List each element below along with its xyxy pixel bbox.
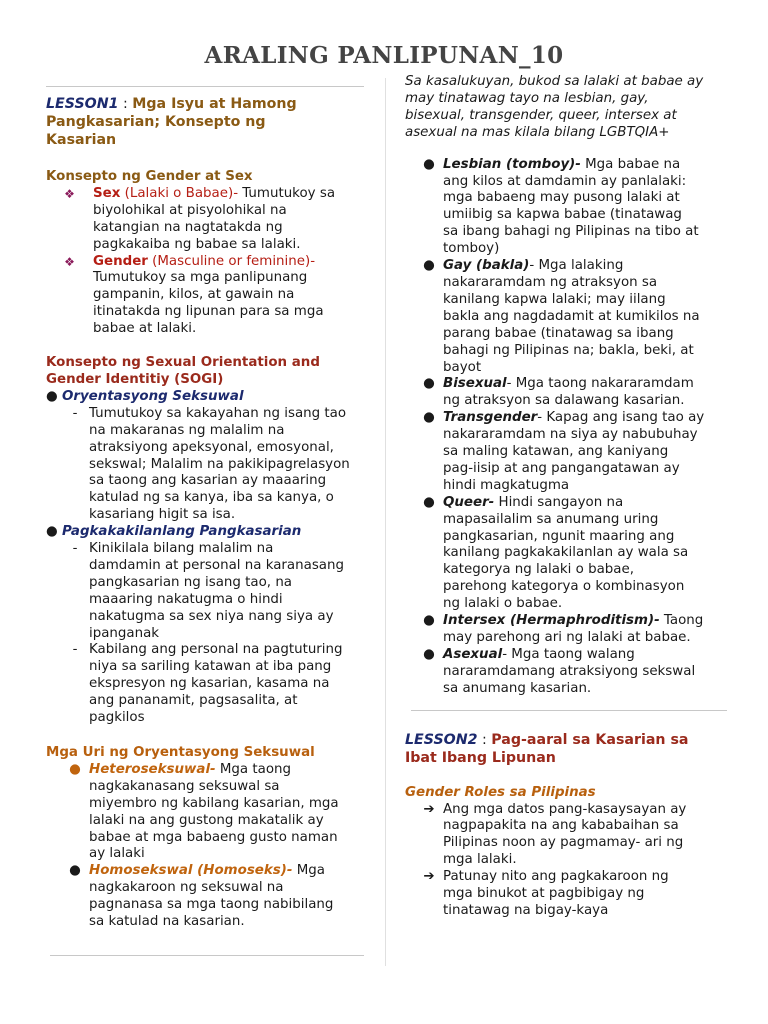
list-item-hetero: ● Heteroseksuwal- Mga taong nagkakanasang seksuwal sa miyembro ng kabilang kasarian, mga lalaki na ang gustong makatalik ay babae at mga babaeng gusto naman ay lalaki bbox=[69, 761, 339, 862]
arrow-right-icon: ➔ bbox=[423, 801, 435, 817]
list-item-pagkakakilanlan-b: - Kabilang ang personal na pagtuturing niya sa sariling katawan at iba pang ekspresyon ng kasarian, kasama na ang pananamit, pagsasalita, at pagkilos bbox=[72, 642, 343, 726]
bullet-icon: ● bbox=[423, 376, 435, 392]
gender-roles-heading: Gender Roles sa Pilipinas bbox=[405, 784, 596, 800]
list-item: ● Asexual- Mga taong walang nararamdamang atraksiyong sekswal sa anumang kasarian. bbox=[405, 647, 727, 698]
term: Queer- bbox=[443, 494, 495, 510]
sogi-pagkakakilanlan-title: ● Pagkakakilanlang Pangkasarian bbox=[46, 524, 302, 540]
lesson2-list bbox=[405, 802, 727, 920]
list-item-homo: ● Homosekswal (Homoseks)- Mga nagkakaroon ng seksuwal na pagnanasa sa mga taong nabibilang sa katulad na kasarian. bbox=[69, 863, 334, 930]
divider-bottom-left bbox=[50, 955, 364, 956]
list-item-sex: ❖ Sex (Lalaki o Babae)- Tumutukoy sa biyolohikal at pisyolohikal na katangian na nagtatakda ng pagkakaiba ng babae sa lalaki. bbox=[46, 186, 364, 254]
bullet-icon: ● bbox=[423, 613, 435, 629]
term: Asexual bbox=[443, 646, 503, 662]
list-item: ● Transgender- Kapag ang isang tao ay nakararamdam na siya ay nabubuhay sa maling katawan, ang kaniyang pag-iisip at ang pangangatawan ay hindi magkatugma bbox=[405, 410, 727, 495]
uri-heading: Mga Uri ng Oryentasyong Seksuwal bbox=[46, 745, 315, 760]
gender-sex-heading: Konsepto ng Gender at Sex bbox=[46, 169, 253, 184]
bullet-icon: ● bbox=[423, 410, 435, 426]
term: Gay (bakla) bbox=[443, 258, 530, 274]
term: Transgender bbox=[443, 410, 538, 426]
list-item: ● Gay (bakla)- Mga lalaking nakararamdam ng atraksyon sa kanilang kapwa lalaki; may iilang bakla ang nagdadamit at kumikilos na parang babae (tinatawag sa ibang bahagi ng Pilipinas na; bakla, beki, at bayot bbox=[405, 258, 727, 376]
diamond-bullet-icon: ❖ bbox=[64, 186, 75, 201]
term: Intersex (Hermaphroditism)- bbox=[443, 613, 660, 629]
list-item: ➔ Patunay nito ang pagkakaroon ng mga binukot at pagbibigay ng tinatawag na bigay-kaya bbox=[405, 869, 727, 920]
bullet-icon: ● bbox=[423, 494, 435, 510]
list-item-pagkakakilanlan-a: - Kinikilala bilang malalim na damdamin at personal na karanasang pangkasarian ng isang tao, na maaaring nakatugma o hindi nakatugma sa sex niya nang siya ay ipanganak bbox=[72, 541, 345, 641]
term: Bisexual bbox=[443, 376, 507, 392]
list-item: ● Intersex (Hermaphroditism)- Taong may parehong ari ng lalaki at babae. bbox=[405, 613, 727, 647]
lgbt-intro: Sa kasalukuyan, bukod sa lalaki at babae ay may tinatawag tayo na lesbian, gay, bisexual, transgender, queer, intersex at asexual na mas kilala bilang LGBTQIA+ bbox=[405, 74, 704, 140]
left-column bbox=[46, 86, 364, 956]
list-item-oryentasyon: - Tumutukoy sa kakayahan ng isang tao na makaranas ng malalim na atraksiyong apeksyonal, emosyonal, sekswal; Malalim na pakikipagrelasyon sa taong ang kasarian ay maaaring katulad ng sa kanya, iba sa kanya, o kasariang higit sa isa. bbox=[72, 405, 350, 523]
divider-top-left bbox=[46, 86, 364, 87]
diamond-bullet-icon: ❖ bbox=[64, 254, 75, 269]
lesson2-heading: LESSON2 : Pag-aaral sa Kasarian sa Ibat Ibang Lipunan bbox=[405, 731, 689, 766]
list-item: ● Bisexual- Mga taong nakararamdam ng atraksyon sa dalawang kasarian. bbox=[405, 376, 727, 410]
page-title: ARALING PANLIPUNAN_10 bbox=[204, 42, 564, 69]
bullet-icon: ● bbox=[423, 156, 435, 172]
column-divider bbox=[385, 78, 386, 966]
lgbt-list bbox=[405, 157, 727, 698]
list-item: ● Lesbian (tomboy)- Mga babae na ang kilos at damdamin ay panlalaki: mga babaeng may pusong lalaki at umiibig sa kapwa babae (tinatawag sa ibang bahagi ng Pilipinas na tibo at tomboy) bbox=[405, 157, 727, 258]
bullet-icon: ● bbox=[423, 258, 435, 274]
right-column bbox=[405, 74, 727, 920]
lesson1-heading: LESSON1 : Mga Isyu at Hamong Pangkasarian; Konsepto ng Kasarian bbox=[46, 96, 297, 148]
sogi-oryentasyon-title: ● Oryentasyong Seksuwal bbox=[46, 388, 244, 404]
term: Lesbian (tomboy)- bbox=[443, 156, 581, 172]
list-item: ● Queer- Hindi sangayon na mapasailalim sa anumang uring pangkasarian, ngunit maaring ang kanilang pagkakakilanlan ay wala sa kategorya ng lalaki o babae, parehong kategorya o kombinasyon ng lalaki o babae. bbox=[405, 495, 727, 613]
arrow-right-icon: ➔ bbox=[423, 869, 435, 885]
list-item-gender: ❖ Gender (Masculine or feminine)- Tumutukoy sa mga panlipunang gampanin, kilos, at gawain na itinatakda ng lipunan para sa mga babae at lalaki. bbox=[46, 254, 364, 339]
bullet-icon: ● bbox=[423, 646, 435, 662]
sogi-heading: Konsepto ng Sexual Orientation and Gender Identitiy (SOGI) bbox=[46, 355, 320, 387]
lesson2-number: LESSON2 bbox=[405, 731, 478, 748]
list-item: ➔ Ang mga datos pang-kasaysayan ay nagpapakita na ang kababaihan sa Pilipinas noon ay pagmamay- ari ng mga lalaki. bbox=[405, 802, 727, 870]
lesson1-number: LESSON1 bbox=[46, 96, 119, 112]
